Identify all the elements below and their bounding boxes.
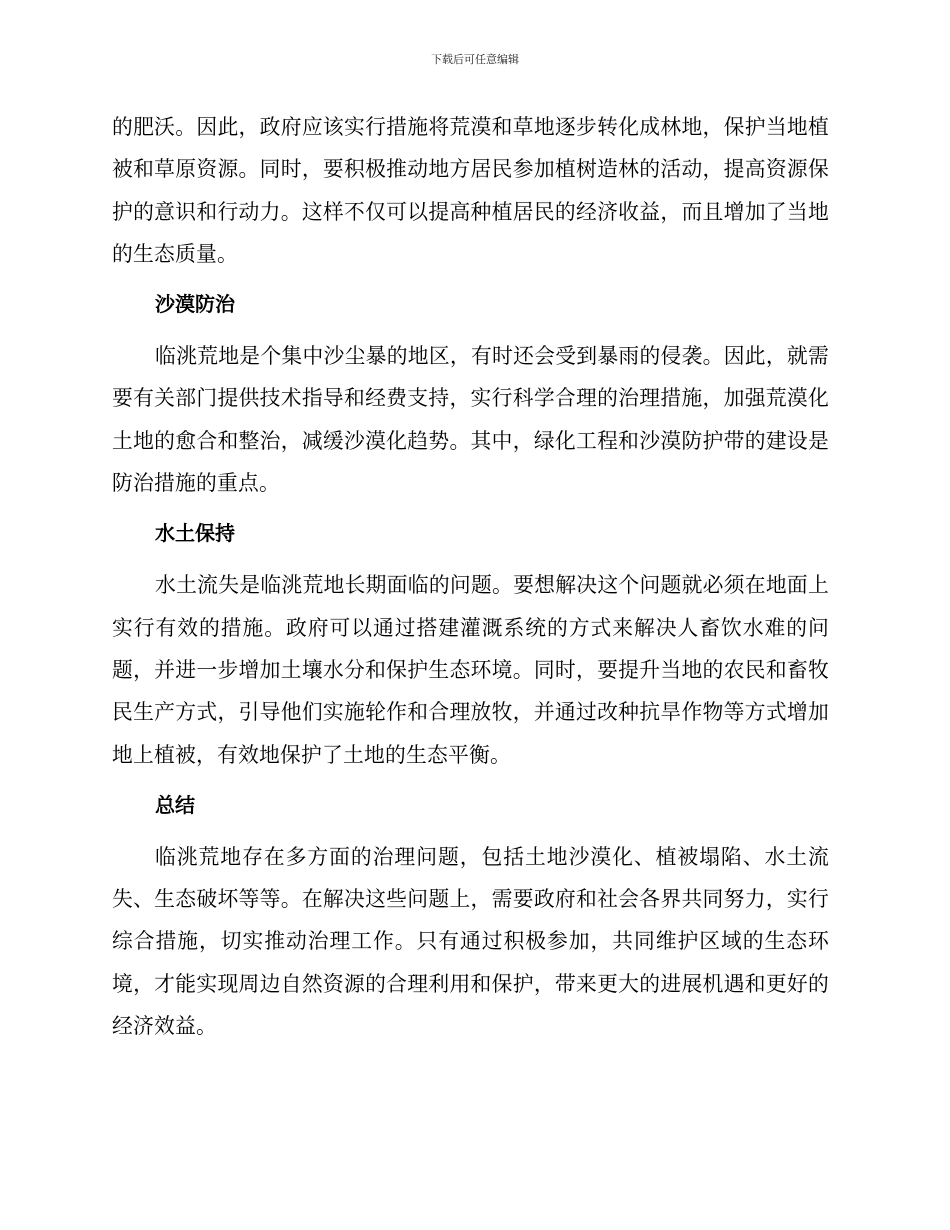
document-body [112, 106, 829, 1047]
heading-desert-control: 沙漠防治 [155, 292, 235, 317]
water-soil-paragraph: 水土流失是临洮荒地长期面临的问题。要想解决这个问题就必须在地面上实行有效的措施。政府可以通过搭建灌溉系统的方式来解决人畜饮水难的问题，并进一步增加土壤水分和保护生态环境。同时，要提升当地的农民和畜牧民生产方式，引导他们实施轮作和合理放牧，并通过改种抗旱作物等方式增加地上植被，有效地保护了土地的生态平衡。 [112, 573, 829, 767]
page-header: 下载后可任意编辑 [431, 53, 519, 66]
summary-paragraph: 临洮荒地存在多方面的治理问题，包括土地沙漠化、植被塌陷、水土流失、生态破坏等等。在解决这些问题上，需要政府和社会各界共同努力，实行综合措施，切实推动治理工作。只有通过积极参加，共同维护区域的生态环境，才能实现周边自然资源的合理利用和保护，带来更大的进展机遇和更好的经济效益。 [112, 844, 829, 1039]
desert-control-paragraph: 临洮荒地是个集中沙尘暴的地区，有时还会受到暴雨的侵袭。因此，就需要有关部门提供技术指导和经费支持，实行科学合理的治理措施，加强荒漠化土地的愈合和整治，减缓沙漠化趋势。其中，绿化工程和沙漠防护带的建设是防治措施的重点。 [112, 344, 829, 496]
heading-water-soil-conservation: 水土保持 [155, 521, 235, 546]
intro-paragraph: 的肥沃。因此，政府应该实行措施将荒漠和草地逐步转化成林地，保护当地植被和草原资源。同时，要积极推动地方居民参加植树造林的活动，提高资源保护的意识和行动力。这样不仅可以提高种植居民的经济收益，而且增加了当地的生态质量。 [112, 115, 829, 266]
heading-summary: 总结 [155, 792, 195, 817]
